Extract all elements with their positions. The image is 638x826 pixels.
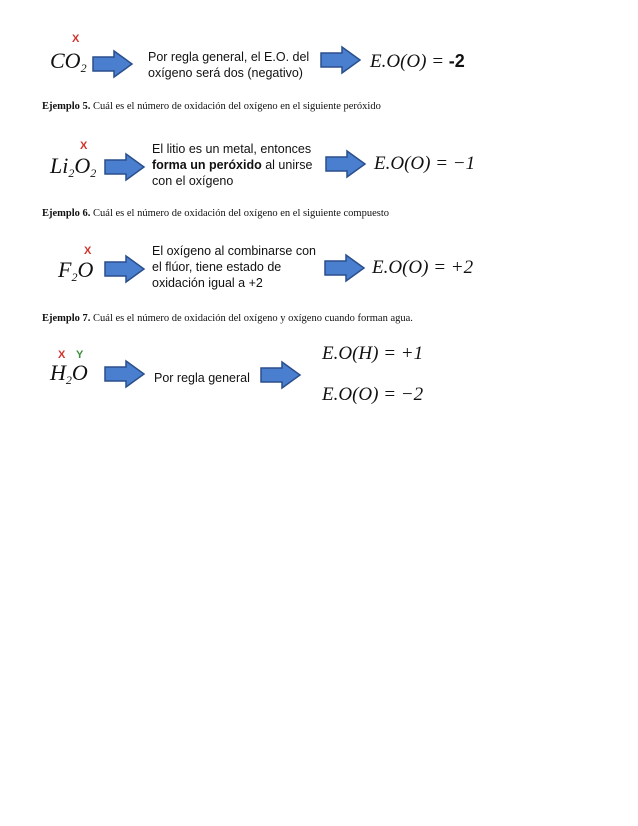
- x-marker: X: [72, 33, 80, 45]
- right-arrow-icon: [104, 153, 146, 181]
- x-marker: X: [84, 245, 92, 257]
- chemical-formula-li2o2: $Li_2O_2$: [50, 153, 97, 180]
- example-5-question: Ejemplo 5. Cuál es el número de oxidación del oxígeno en el siguiente peróxido: [42, 101, 381, 112]
- right-arrow-icon: [324, 254, 366, 282]
- right-arrow-icon: [92, 50, 134, 78]
- right-arrow-icon: [104, 360, 146, 388]
- oxidation-state-result-oxygen: E.O(O) = −2: [322, 384, 424, 405]
- oxidation-state-result: E.O(O) = +2: [372, 257, 474, 278]
- right-arrow-icon: [320, 46, 362, 74]
- oxidation-state-result: E.O(O) = −1: [374, 153, 476, 174]
- explanation-text: El oxígeno al combinarse con el flúor, tiene estado de oxidación igual a +2: [152, 244, 316, 290]
- y-marker: Y: [76, 349, 84, 361]
- explanation-text: Por regla general: [154, 371, 250, 385]
- oxidation-state-result: E.O(O) = -2: [370, 51, 465, 72]
- x-marker: X: [80, 140, 88, 152]
- chemical-formula-co2: $CO_2$: [50, 48, 87, 75]
- oxidation-state-result-hydrogen: E.O(H) = +1: [322, 343, 424, 364]
- chemical-formula-f2o: $F_2O$: [58, 257, 94, 284]
- chemical-formula-h2o: $H_2O$: [50, 360, 88, 387]
- right-arrow-icon: [325, 150, 367, 178]
- example-6-question: Ejemplo 6. Cuál es el número de oxidación del oxígeno en el siguiente compuesto: [42, 208, 390, 219]
- right-arrow-icon: [260, 361, 302, 389]
- explanation-text: El litio es un metal, entonces forma un peróxido al unirse con el oxígeno: [152, 142, 313, 188]
- right-arrow-icon: [104, 255, 146, 283]
- x-marker: X: [58, 349, 66, 361]
- explanation-text: Por regla general, el E.O. del oxígeno será dos (negativo): [148, 50, 310, 80]
- example-7-question: Ejemplo 7. Cuál es el número de oxidación del oxígeno y oxígeno cuando forman agua.: [42, 313, 413, 324]
